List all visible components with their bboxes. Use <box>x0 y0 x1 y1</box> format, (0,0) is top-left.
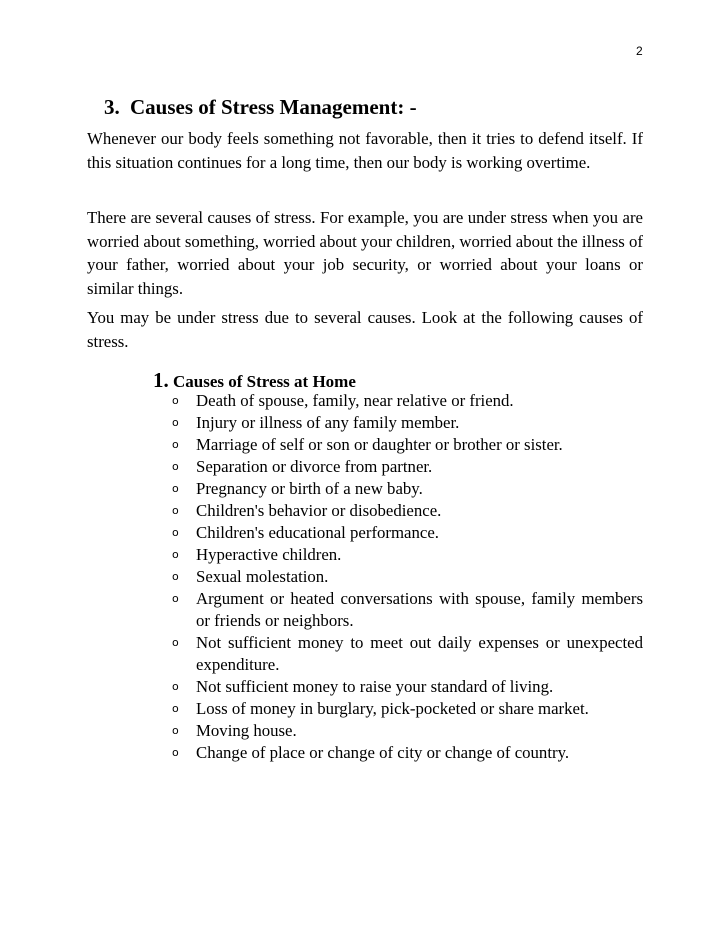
paragraph-intro: Whenever our body feels something not favorable, then it tries to defend itself. If this situation continues for a long time, then our body is working overtime. <box>87 129 643 172</box>
list-item-text: Pregnancy or birth of a new baby. <box>196 479 423 498</box>
list-item-text: Separation or divorce from partner. <box>196 457 433 476</box>
section-heading <box>104 94 417 120</box>
list-item <box>172 588 643 632</box>
hollow-circle-bullet-icon: o <box>172 570 179 583</box>
list-item-text: Hyperactive children. <box>196 545 342 564</box>
list-item <box>172 500 643 522</box>
list-item-text: Injury or illness of any family member. <box>196 413 460 432</box>
list-item-text: Moving house. <box>196 721 297 740</box>
list-item-text: Not sufficient money to meet out daily expenses or unexpected expenditure. <box>196 633 643 674</box>
hollow-circle-bullet-icon: o <box>172 416 179 429</box>
list-item-text: Death of spouse, family, near relative or friend. <box>196 391 514 410</box>
list-item <box>172 544 643 566</box>
list-item <box>172 412 643 434</box>
hollow-circle-bullet-icon: o <box>172 504 179 517</box>
subsection-title: Causes of Stress at Home <box>173 372 356 391</box>
section-number: 3. <box>104 95 120 119</box>
section-title: Causes of Stress Management: - <box>130 95 417 119</box>
list-item <box>172 632 643 676</box>
list-item-text: Not sufficient money to raise your standard of living. <box>196 677 554 696</box>
list-item <box>172 456 643 478</box>
paragraph-transition: You may be under stress due to several causes. Look at the following causes of stress. <box>87 308 643 351</box>
hollow-circle-bullet-icon: o <box>172 724 179 737</box>
list-item <box>172 698 643 720</box>
hollow-circle-bullet-icon: o <box>172 526 179 539</box>
hollow-circle-bullet-icon: o <box>172 636 179 649</box>
list-item-text: Children's educational performance. <box>196 523 439 542</box>
hollow-circle-bullet-icon: o <box>172 460 179 473</box>
hollow-circle-bullet-icon: o <box>172 438 179 451</box>
causes-list <box>172 390 643 764</box>
page-number: 2 <box>636 44 643 58</box>
list-item-text: Change of place or change of city or change of country. <box>196 743 570 762</box>
list-item <box>172 676 643 698</box>
list-item-text: Loss of money in burglary, pick-pocketed or share market. <box>196 699 589 718</box>
list-item <box>172 478 643 500</box>
paragraph-examples: There are several causes of stress. For example, you are under stress when you are worried about something, worried about your children, worried about the illness of your father, worried about your job security, or worried about your loans or similar things. <box>87 208 643 298</box>
hollow-circle-bullet-icon: o <box>172 394 179 407</box>
subsection-number: 1. <box>153 368 169 392</box>
list-item <box>172 742 643 764</box>
list-item-text: Children's behavior or disobedience. <box>196 501 442 520</box>
hollow-circle-bullet-icon: o <box>172 702 179 715</box>
list-item <box>172 390 643 412</box>
list-item-text: Argument or heated conversations with spouse, family members or friends or neighbors. <box>196 589 643 630</box>
hollow-circle-bullet-icon: o <box>172 548 179 561</box>
hollow-circle-bullet-icon: o <box>172 746 179 759</box>
list-item-text: Marriage of self or son or daughter or brother or sister. <box>196 435 563 454</box>
hollow-circle-bullet-icon: o <box>172 592 179 605</box>
list-item-text: Sexual molestation. <box>196 567 329 586</box>
hollow-circle-bullet-icon: o <box>172 482 179 495</box>
list-item <box>172 720 643 742</box>
list-item <box>172 522 643 544</box>
list-item <box>172 566 643 588</box>
hollow-circle-bullet-icon: o <box>172 680 179 693</box>
list-item <box>172 434 643 456</box>
